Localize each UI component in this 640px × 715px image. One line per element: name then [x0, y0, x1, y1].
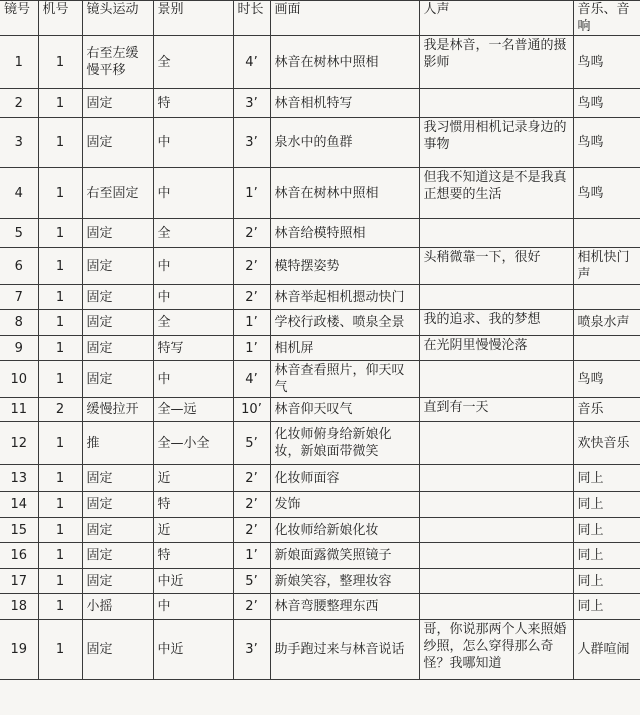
cell-camera-number: 1 — [38, 118, 82, 168]
header-cell: 时长 — [233, 1, 270, 36]
cell-shot-size: 特写 — [153, 336, 233, 361]
cell-scene: 化妆师俯身给新娘化妆，新娘面带微笑 — [270, 422, 419, 465]
cell-shot-size: 特 — [153, 89, 233, 118]
cell-camera-number: 1 — [38, 492, 82, 518]
cell-shot-number: 16 — [0, 543, 38, 569]
cell-shot-size: 近 — [153, 518, 233, 543]
cell-sound: 欢快音乐 — [573, 422, 640, 465]
table-row — [0, 361, 640, 398]
cell-camera-number: 1 — [38, 336, 82, 361]
cell-camera-number: 1 — [38, 569, 82, 594]
cell-camera-number: 1 — [38, 248, 82, 285]
cell-voice — [419, 569, 573, 594]
cell-scene: 新娘面露微笑照镜子 — [270, 543, 419, 569]
cell-scene: 林音在树林中照相 — [270, 168, 419, 219]
header-cell: 音乐、音响 — [573, 1, 640, 36]
cell-voice — [419, 422, 573, 465]
cell-shot-size: 中 — [153, 248, 233, 285]
cell-sound: 相机快门声 — [573, 248, 640, 285]
table-row — [0, 620, 640, 680]
cell-shot-size: 全 — [153, 219, 233, 248]
cell-sound: 鸟鸣 — [573, 168, 640, 219]
table-row — [0, 398, 640, 422]
cell-voice: 在光阴里慢慢沦落 — [419, 336, 573, 361]
cell-camera-number: 1 — [38, 36, 82, 89]
cell-scene: 模特摆姿势 — [270, 248, 419, 285]
table-row — [0, 569, 640, 594]
cell-voice: 我的追求、我的梦想 — [419, 310, 573, 336]
cell-duration: 2’ — [233, 285, 270, 310]
cell-camera-movement: 推 — [82, 422, 153, 465]
cell-shot-size: 全 — [153, 310, 233, 336]
cell-shot-number: 15 — [0, 518, 38, 543]
cell-shot-number: 7 — [0, 285, 38, 310]
cell-sound: 同上 — [573, 569, 640, 594]
cell-voice — [419, 285, 573, 310]
cell-duration: 2’ — [233, 518, 270, 543]
cell-duration: 2’ — [233, 492, 270, 518]
cell-camera-number: 1 — [38, 543, 82, 569]
cell-shot-size: 近 — [153, 465, 233, 492]
header-cell: 镜头运动 — [82, 1, 153, 36]
cell-scene: 相机屏 — [270, 336, 419, 361]
cell-shot-number: 18 — [0, 594, 38, 620]
cell-camera-number: 1 — [38, 361, 82, 398]
table-row — [0, 594, 640, 620]
cell-duration: 3’ — [233, 118, 270, 168]
cell-camera-movement: 小摇 — [82, 594, 153, 620]
cell-voice — [419, 518, 573, 543]
cell-scene: 林音举起相机摁动快门 — [270, 285, 419, 310]
cell-camera-movement: 固定 — [82, 285, 153, 310]
cell-shot-number: 1 — [0, 36, 38, 89]
cell-duration: 2’ — [233, 219, 270, 248]
cell-scene: 林音仰天叹气 — [270, 398, 419, 422]
cell-duration: 10’ — [233, 398, 270, 422]
cell-shot-size: 中近 — [153, 620, 233, 680]
cell-voice — [419, 465, 573, 492]
cell-camera-movement: 固定 — [82, 361, 153, 398]
cell-camera-number: 1 — [38, 620, 82, 680]
header-cell: 景别 — [153, 1, 233, 36]
table-row — [0, 248, 640, 285]
cell-shot-number: 9 — [0, 336, 38, 361]
cell-camera-number: 2 — [38, 398, 82, 422]
cell-shot-number: 2 — [0, 89, 38, 118]
cell-scene: 化妆师面容 — [270, 465, 419, 492]
cell-camera-movement: 右至左缓慢平移 — [82, 36, 153, 89]
cell-scene: 林音给模特照相 — [270, 219, 419, 248]
cell-duration: 2’ — [233, 465, 270, 492]
cell-sound — [573, 336, 640, 361]
cell-sound: 同上 — [573, 594, 640, 620]
cell-shot-number: 3 — [0, 118, 38, 168]
cell-shot-size: 全 — [153, 36, 233, 89]
cell-camera-number: 1 — [38, 594, 82, 620]
cell-camera-movement: 固定 — [82, 89, 153, 118]
cell-scene: 新娘笑容，整理妆容 — [270, 569, 419, 594]
cell-sound: 同上 — [573, 543, 640, 569]
cell-sound: 鸟鸣 — [573, 118, 640, 168]
cell-scene: 助手跑过来与林音说话 — [270, 620, 419, 680]
cell-camera-number: 1 — [38, 465, 82, 492]
cell-camera-movement: 固定 — [82, 248, 153, 285]
cell-shot-size: 全—远 — [153, 398, 233, 422]
table-row — [0, 492, 640, 518]
cell-camera-movement: 固定 — [82, 465, 153, 492]
cell-camera-movement: 缓慢拉开 — [82, 398, 153, 422]
cell-shot-number: 6 — [0, 248, 38, 285]
cell-voice: 直到有一天 — [419, 398, 573, 422]
cell-camera-movement: 固定 — [82, 336, 153, 361]
cell-camera-movement: 右至固定 — [82, 168, 153, 219]
cell-voice: 我习惯用相机记录身边的事物 — [419, 118, 573, 168]
cell-shot-number: 14 — [0, 492, 38, 518]
cell-duration: 2’ — [233, 248, 270, 285]
cell-sound: 同上 — [573, 518, 640, 543]
header-row — [0, 1, 640, 36]
cell-shot-size: 全—小全 — [153, 422, 233, 465]
cell-camera-movement: 固定 — [82, 219, 153, 248]
cell-duration: 5’ — [233, 422, 270, 465]
header-cell: 镜号 — [0, 1, 38, 36]
cell-camera-movement: 固定 — [82, 620, 153, 680]
table-row — [0, 422, 640, 465]
cell-voice — [419, 219, 573, 248]
cell-shot-size: 特 — [153, 492, 233, 518]
table-row — [0, 168, 640, 219]
cell-scene: 林音在树林中照相 — [270, 36, 419, 89]
cell-voice: 哥，你说那两个人来照婚纱照，怎么穿得那么奇怪？我哪知道 — [419, 620, 573, 680]
cell-sound: 鸟鸣 — [573, 361, 640, 398]
cell-duration: 1’ — [233, 168, 270, 219]
cell-voice: 但我不知道这是不是我真正想要的生活 — [419, 168, 573, 219]
cell-scene: 学校行政楼、喷泉全景 — [270, 310, 419, 336]
cell-duration: 3’ — [233, 620, 270, 680]
cell-shot-size: 中 — [153, 168, 233, 219]
cell-shot-size: 中近 — [153, 569, 233, 594]
cell-camera-movement: 固定 — [82, 310, 153, 336]
cell-camera-number: 1 — [38, 168, 82, 219]
cell-duration: 4’ — [233, 361, 270, 398]
table-row — [0, 310, 640, 336]
cell-duration: 1’ — [233, 543, 270, 569]
cell-shot-size: 中 — [153, 118, 233, 168]
cell-voice — [419, 492, 573, 518]
cell-camera-number: 1 — [38, 422, 82, 465]
cell-camera-movement: 固定 — [82, 492, 153, 518]
table-row — [0, 89, 640, 118]
cell-camera-movement: 固定 — [82, 118, 153, 168]
cell-shot-number: 12 — [0, 422, 38, 465]
cell-shot-number: 5 — [0, 219, 38, 248]
cell-voice — [419, 361, 573, 398]
cell-shot-number: 19 — [0, 620, 38, 680]
cell-shot-number: 17 — [0, 569, 38, 594]
cell-duration: 2’ — [233, 594, 270, 620]
cell-scene: 林音相机特写 — [270, 89, 419, 118]
cell-duration: 4’ — [233, 36, 270, 89]
cell-camera-movement: 固定 — [82, 569, 153, 594]
cell-sound: 同上 — [573, 465, 640, 492]
cell-duration: 1’ — [233, 310, 270, 336]
table-row — [0, 285, 640, 310]
table-row — [0, 518, 640, 543]
cell-scene: 发饰 — [270, 492, 419, 518]
table-row — [0, 465, 640, 492]
cell-shot-size: 中 — [153, 594, 233, 620]
cell-shot-number: 11 — [0, 398, 38, 422]
cell-camera-number: 1 — [38, 285, 82, 310]
cell-camera-movement: 固定 — [82, 543, 153, 569]
cell-voice — [419, 594, 573, 620]
cell-shot-number: 13 — [0, 465, 38, 492]
cell-duration: 1’ — [233, 336, 270, 361]
table-row — [0, 336, 640, 361]
cell-sound: 音乐 — [573, 398, 640, 422]
cell-shot-size: 特 — [153, 543, 233, 569]
table-row — [0, 118, 640, 168]
cell-camera-number: 1 — [38, 89, 82, 118]
cell-sound: 人群喧闹 — [573, 620, 640, 680]
cell-shot-size: 中 — [153, 285, 233, 310]
cell-camera-number: 1 — [38, 518, 82, 543]
cell-camera-movement: 固定 — [82, 518, 153, 543]
cell-shot-size: 中 — [153, 361, 233, 398]
cell-scene: 化妆师给新娘化妆 — [270, 518, 419, 543]
cell-voice — [419, 543, 573, 569]
cell-voice: 头稍微靠一下，很好 — [419, 248, 573, 285]
cell-camera-number: 1 — [38, 219, 82, 248]
cell-scene: 林音弯腰整理东西 — [270, 594, 419, 620]
cell-sound: 鸟鸣 — [573, 36, 640, 89]
cell-voice: 我是林音，一名普通的摄影师 — [419, 36, 573, 89]
cell-voice — [419, 89, 573, 118]
cell-scene: 林音查看照片，仰天叹气 — [270, 361, 419, 398]
cell-duration: 5’ — [233, 569, 270, 594]
table-row — [0, 36, 640, 89]
cell-shot-number: 8 — [0, 310, 38, 336]
cell-sound: 同上 — [573, 492, 640, 518]
cell-duration: 3’ — [233, 89, 270, 118]
cell-shot-number: 4 — [0, 168, 38, 219]
cell-scene: 泉水中的鱼群 — [270, 118, 419, 168]
cell-sound — [573, 219, 640, 248]
header-cell: 机号 — [38, 1, 82, 36]
header-cell: 人声 — [419, 1, 573, 36]
cell-sound: 鸟鸣 — [573, 89, 640, 118]
cell-sound: 喷泉水声 — [573, 310, 640, 336]
table-row — [0, 543, 640, 569]
cell-sound — [573, 285, 640, 310]
cell-shot-number: 10 — [0, 361, 38, 398]
table-row — [0, 219, 640, 248]
cell-camera-number: 1 — [38, 310, 82, 336]
header-cell: 画面 — [270, 1, 419, 36]
